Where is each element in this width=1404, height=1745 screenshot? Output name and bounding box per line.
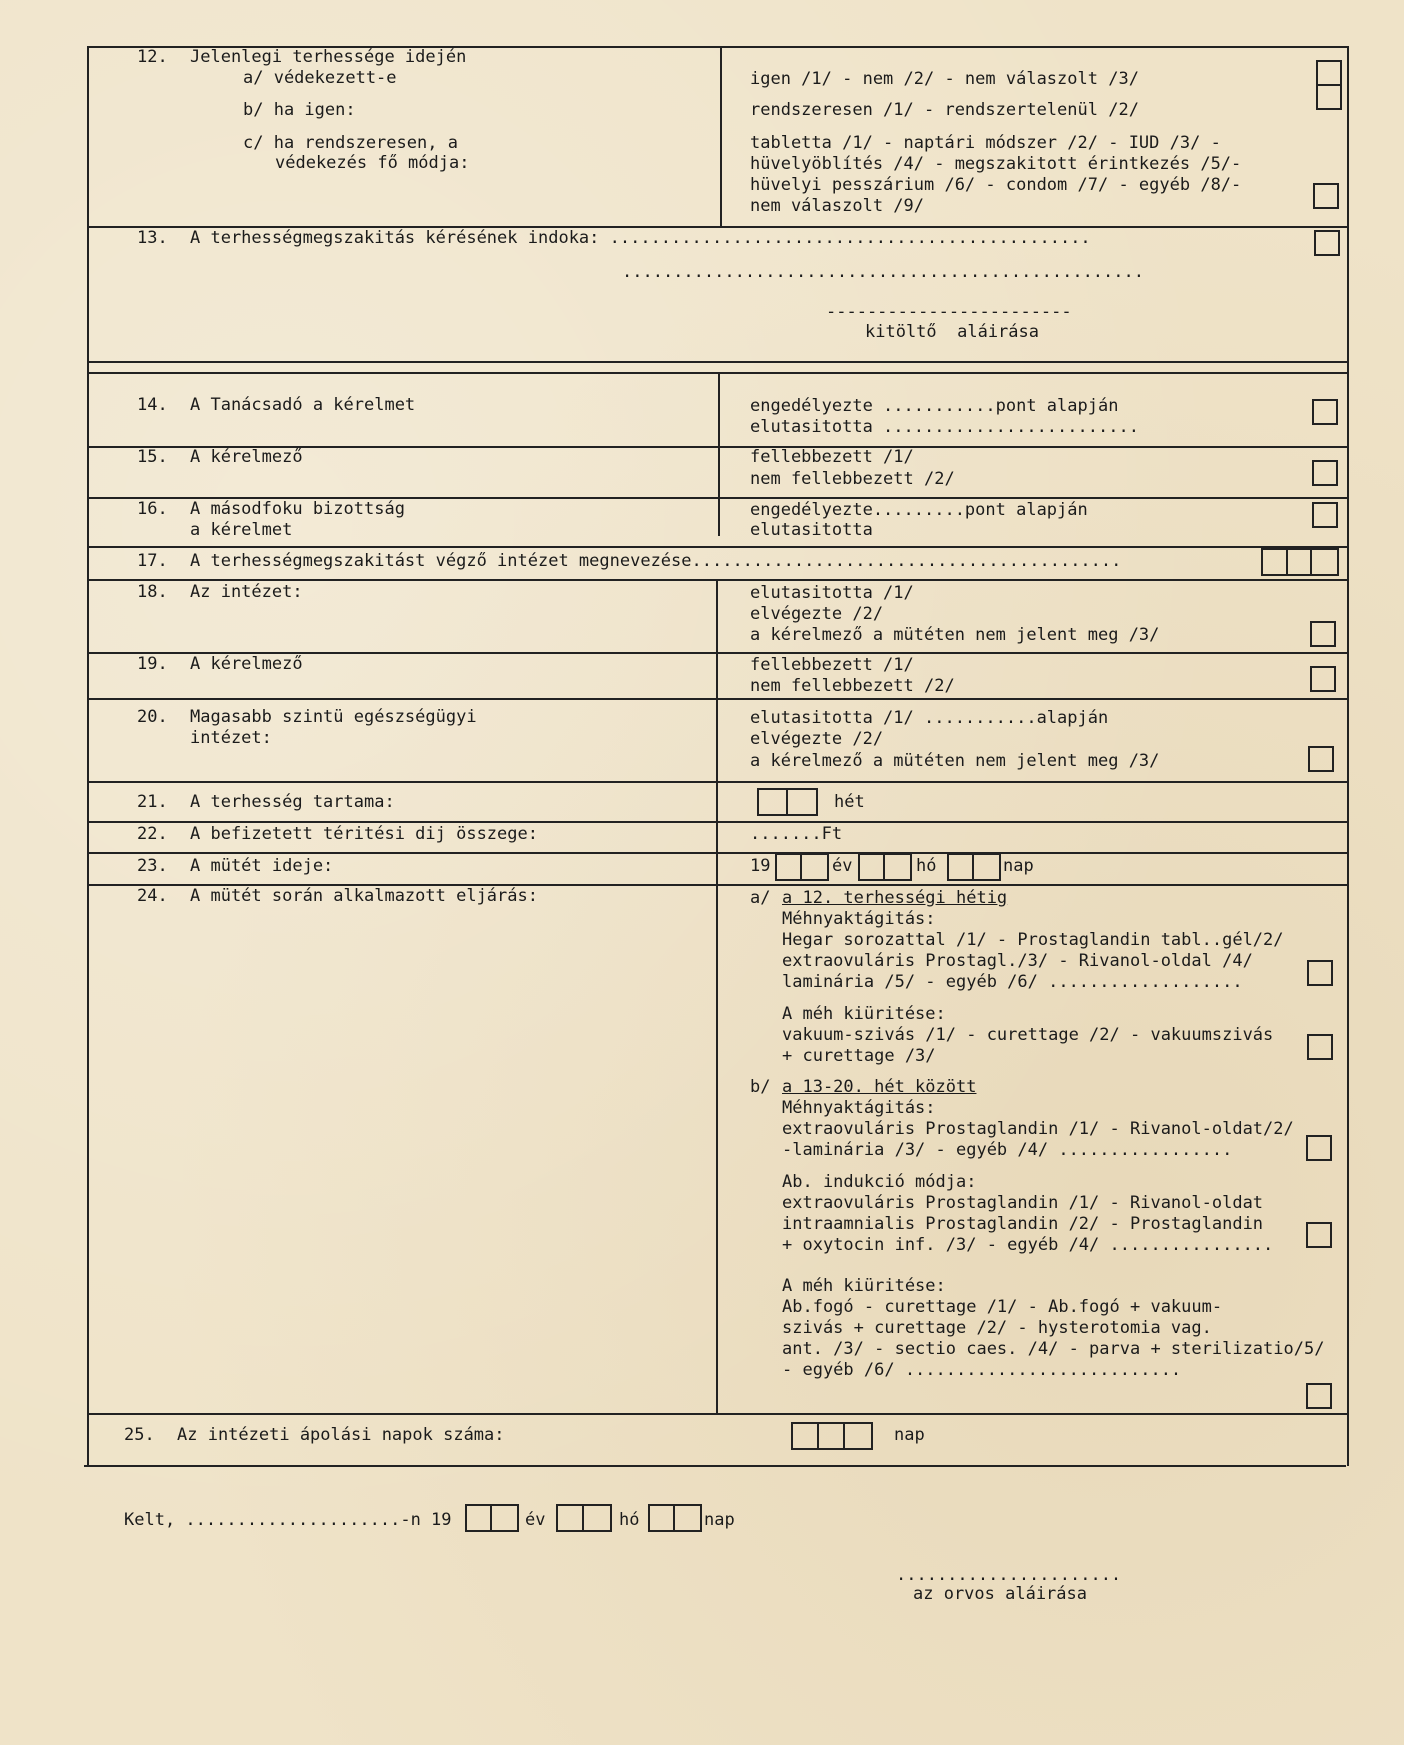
footer-day-label: nap <box>704 1510 735 1530</box>
row20-label-1: Magasabb szintü egészségügyi <box>190 707 477 727</box>
row24-a-line-2: extraovuláris Prostagl./3/ - Rivanol-oldal /4/ <box>782 951 1253 971</box>
row23-year-boxes[interactable] <box>775 853 829 881</box>
row12-c-option-1: tabletta /1/ - naptári módszer /2/ - IUD /3/ - <box>750 133 1221 153</box>
row16-option-2: elutasitotta <box>750 520 873 540</box>
row24-b-title: a 13-20. hét között <box>782 1077 977 1097</box>
row13-label: A terhességmegszakitás kérésének indoka: ............................................... <box>190 228 1091 248</box>
row19-number: 19. <box>137 654 168 674</box>
row14-checkbox[interactable] <box>1312 399 1338 425</box>
row24-a-marker: a/ <box>750 888 771 908</box>
row23-number: 23. <box>137 856 168 876</box>
row24-b-line-8: ant. /3/ - sectio caes. /4/ - parva + sterilizatio/5/ <box>782 1339 1325 1359</box>
row14-option-2: elutasitotta ......................... <box>750 417 1139 437</box>
row15-option-2: nem fellebbezett /2/ <box>750 469 955 489</box>
row12-number: 12. <box>137 47 168 67</box>
rule-bottom <box>84 1465 1346 1467</box>
row24-b-line-9: - egyéb /6/ ........................... <box>782 1360 1182 1380</box>
row12-c-label-2: védekezés fő módja: <box>275 153 470 173</box>
row24-a-dilation-checkbox[interactable] <box>1307 960 1333 986</box>
row18-option-3: a kérelmező a mütéten nem jelent meg /3/ <box>750 625 1160 645</box>
row18-checkbox[interactable] <box>1310 621 1336 647</box>
row12-c-option-4: nem válaszolt /9/ <box>750 196 924 216</box>
row12-c-label-1: c/ ha rendszeresen, a <box>243 133 458 153</box>
row24-b-line-6: Ab.fogó - curettage /1/ - Ab.fogó + vakuum- <box>782 1297 1223 1317</box>
row12-a-options: igen /1/ - nem /2/ - nem válaszolt /3/ <box>750 69 1139 89</box>
row15-checkbox[interactable] <box>1312 460 1338 486</box>
row20-option-3: a kérelmező a mütéten nem jelent meg /3/ <box>750 751 1160 771</box>
rule-middle-bottom <box>716 579 718 1413</box>
rule-left <box>87 46 89 1466</box>
row24-b-line-5: + oxytocin inf. /3/ - egyéb /4/ ................ <box>782 1235 1274 1255</box>
row12-c-checkbox[interactable] <box>1313 183 1339 209</box>
row24-a-line-5: + curettage /3/ <box>782 1046 936 1066</box>
row13-signature-label: kitöltő aláirása <box>865 322 1039 342</box>
row21-unit: hét <box>834 792 865 812</box>
row23-year-label: év <box>832 856 853 876</box>
row14-label: A Tanácsadó a kérelmet <box>190 395 416 415</box>
row24-a-line-3: laminária /5/ - egyéb /6/ ................... <box>782 972 1243 992</box>
rule-20-top <box>87 698 1349 700</box>
row15-label: A kérelmező <box>190 447 303 467</box>
footer-month-label: hó <box>619 1510 640 1530</box>
row24-number: 24. <box>137 886 168 906</box>
row24-b-evacuation-checkbox[interactable] <box>1306 1383 1332 1409</box>
row13-dots: ................................................... <box>622 262 1144 282</box>
row15-number: 15. <box>137 447 168 467</box>
row17-number: 17. <box>137 551 168 571</box>
row12-b-label: b/ ha igen: <box>243 100 356 120</box>
row13-checkbox[interactable] <box>1314 230 1340 256</box>
row16-label-1: A másodfoku bizottság <box>190 499 405 519</box>
rule-22-top <box>87 821 1349 823</box>
row24-b-line-2: -laminária /3/ - egyéb /4/ ................. <box>782 1140 1233 1160</box>
rule-right <box>1347 46 1349 1466</box>
row20-option-1: elutasitotta /1/ ...........alapján <box>750 708 1109 728</box>
row20-number: 20. <box>137 707 168 727</box>
row23-year-prefix: 19 <box>750 856 771 876</box>
row24-b-line-4: intraamnialis Prostaglandin /2/ - Prostaglandin <box>782 1214 1264 1234</box>
row12-b-options: rendszeresen /1/ - rendszertelenül /2/ <box>750 100 1139 120</box>
row23-label: A mütét ideje: <box>190 856 334 876</box>
row25-unit: nap <box>894 1425 925 1445</box>
row18-label: Az intézet: <box>190 582 303 602</box>
row24-b-induction-checkbox[interactable] <box>1306 1222 1332 1248</box>
row20-label-2: intézet: <box>190 728 272 748</box>
row24-a-subhead-2: A méh kiüritése: <box>782 1004 946 1024</box>
row24-b-dilation-checkbox[interactable] <box>1306 1135 1332 1161</box>
rule-middle-upper <box>720 46 722 226</box>
rule-13-bottom <box>87 361 1349 363</box>
row21-weeks-boxes[interactable] <box>757 788 818 816</box>
row17-code-boxes[interactable] <box>1261 548 1339 576</box>
row12-b-checkbox[interactable] <box>1316 84 1342 110</box>
footer-year-boxes[interactable] <box>465 1504 519 1532</box>
row13-number: 13. <box>137 228 168 248</box>
row15-option-1: fellebbezett /1/ <box>750 447 914 467</box>
row13-signature-line: ------------------------ <box>826 302 1072 322</box>
row22-number: 22. <box>137 824 168 844</box>
row24-b-subhead-2: Ab. indukció módja: <box>782 1172 977 1192</box>
row24-a-title: a 12. terhességi hétig <box>782 888 1008 908</box>
row23-day-label: nap <box>1003 856 1034 876</box>
row21-number: 21. <box>137 792 168 812</box>
row17-label: A terhességmegszakitást végző intézet megnevezése.......................................... <box>190 551 1122 571</box>
rule-21-top <box>87 781 1349 783</box>
row20-option-2: elvégezte /2/ <box>750 729 884 749</box>
row24-b-marker: b/ <box>750 1077 771 1097</box>
row24-label: A mütét során alkalmazott eljárás: <box>190 886 538 906</box>
rule-23-top <box>87 852 1349 854</box>
row19-option-2: nem fellebbezett /2/ <box>750 676 955 696</box>
row24-b-line-1: extraovuláris Prostaglandin /1/ - Rivanol-oldat/2/ <box>782 1119 1294 1139</box>
row16-option-1: engedélyezte.........pont alapján <box>750 500 1088 520</box>
row25-number: 25. <box>124 1425 155 1445</box>
row14-option-1: engedélyezte ...........pont alapján <box>750 396 1119 416</box>
row19-label: A kérelmező <box>190 654 303 674</box>
row21-label: A terhesség tartama: <box>190 792 395 812</box>
row12-a-checkbox[interactable] <box>1316 60 1342 86</box>
row25-days-boxes[interactable] <box>791 1422 873 1450</box>
footer-month-boxes[interactable] <box>556 1504 612 1532</box>
rule-25-top <box>87 1413 1349 1415</box>
rule-18-top <box>87 579 1349 581</box>
row16-checkbox[interactable] <box>1312 502 1338 528</box>
row24-b-subhead-3: A méh kiüritése: <box>782 1276 946 1296</box>
row19-checkbox[interactable] <box>1310 666 1336 692</box>
row16-number: 16. <box>137 499 168 519</box>
row22-value[interactable]: .......Ft <box>750 824 843 844</box>
row24-a-line-1: Hegar sorozattal /1/ - Prostaglandin tabl..gél/2/ <box>782 930 1284 950</box>
doctor-signature-label: az orvos aláirása <box>913 1584 1087 1604</box>
row18-option-2: elvégezte /2/ <box>750 604 884 624</box>
row20-checkbox[interactable] <box>1308 746 1334 772</box>
rule-middle-lower <box>718 372 720 536</box>
rule-17-top <box>87 546 1349 548</box>
row12-a-label: a/ védekezett-e <box>243 68 397 88</box>
row24-a-subhead-1: Méhnyaktágitás: <box>782 909 936 929</box>
row24-b-line-3: extraovuláris Prostaglandin /1/ - Rivanol-oldat <box>782 1193 1264 1213</box>
row12-c-option-3: hüvelyi pesszárium /6/ - condom /7/ - egyéb /8/- <box>750 175 1242 195</box>
row12-c-option-2: hüvelyöblítés /4/ - megszakitott érintkezés /5/- <box>750 154 1242 174</box>
row16-label-2: a kérelmet <box>190 520 293 540</box>
row18-number: 18. <box>137 582 168 602</box>
row22-label: A befizetett téritési dij összege: <box>190 824 538 844</box>
footer-day-boxes[interactable] <box>648 1504 702 1532</box>
footer-year-label: év <box>525 1510 546 1530</box>
footer-kelt: Kelt, .....................-n 19 <box>124 1510 452 1530</box>
row23-month-boxes[interactable] <box>858 853 912 881</box>
row12-title: Jelenlegi terhessége idején <box>190 47 467 67</box>
row25-label: Az intézeti ápolási napok száma: <box>177 1425 505 1445</box>
row24-b-subhead-1: Méhnyaktágitás: <box>782 1098 936 1118</box>
row23-day-boxes[interactable] <box>947 853 1001 881</box>
doctor-signature-line[interactable]: ...................... <box>896 1565 1122 1585</box>
row24-a-evacuation-checkbox[interactable] <box>1307 1034 1333 1060</box>
row23-month-label: hó <box>916 856 937 876</box>
row14-number: 14. <box>137 395 168 415</box>
row24-b-line-7: szivás + curettage /2/ - hysterotomia vag. <box>782 1318 1212 1338</box>
row19-option-1: fellebbezett /1/ <box>750 655 914 675</box>
row24-a-line-4: vakuum-szivás /1/ - curettage /2/ - vakuumszivás <box>782 1025 1274 1045</box>
row18-option-1: elutasitotta /1/ <box>750 583 914 603</box>
